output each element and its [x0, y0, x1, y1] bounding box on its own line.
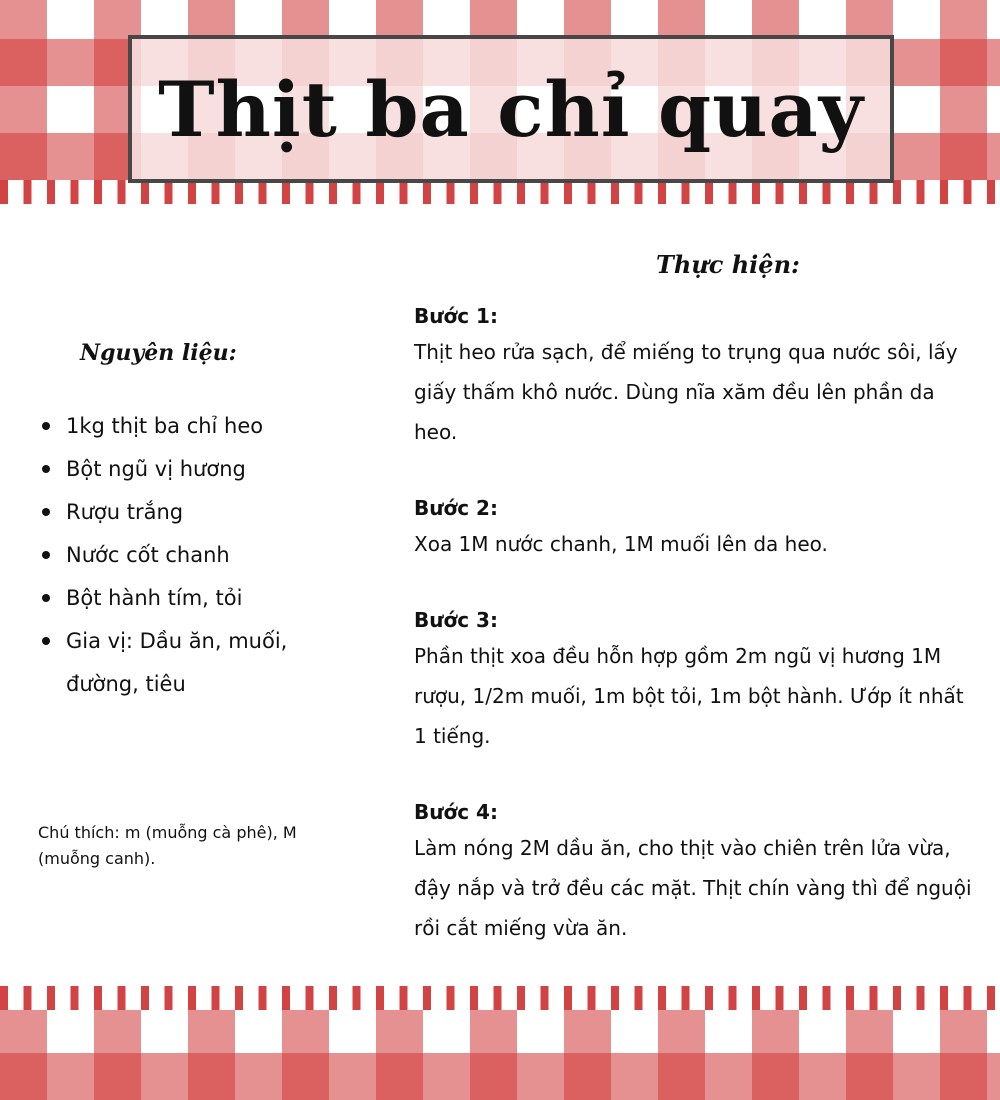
- method-steps: [414, 300, 979, 988]
- step-2: [414, 492, 979, 564]
- ingredient-item: Rượu trắng: [38, 491, 338, 534]
- recipe-title: Thịt ba chỉ quay: [158, 64, 864, 154]
- gingham-footer-pattern: [0, 1010, 1000, 1100]
- measurement-note: Chú thích: m (muỗng cà phê), M (muỗng canh).: [38, 823, 297, 868]
- step-text: Làm nóng 2M dầu ăn, cho thịt vào chiên trên lửa vừa, đậy nắp và trở đều các mặt. Thịt chín vàng thì để nguội rồi cắt miếng vừa ăn.: [414, 836, 972, 940]
- ingredients-heading: Nguyên liệu:: [80, 340, 237, 366]
- step-1: [414, 300, 979, 452]
- ingredient-item: Gia vị: Dầu ăn, muối, đường, tiêu: [38, 620, 338, 706]
- footer-stripe-border: [0, 986, 1000, 1010]
- ingredient-item: Bột hành tím, tỏi: [38, 577, 338, 620]
- method-heading: Thực hiện:: [656, 250, 800, 279]
- step-3: [414, 604, 979, 756]
- header-stripe-border: [0, 180, 1000, 204]
- ingredients-list: [38, 405, 338, 706]
- title-box: [128, 35, 894, 183]
- step-text: Xoa 1M nước chanh, 1M muối lên da heo.: [414, 532, 828, 556]
- step-text: Thịt heo rửa sạch, để miếng to trụng qua nước sôi, lấy giấy thấm khô nước. Dùng nĩa xăm đều lên phần da heo.: [414, 340, 958, 444]
- step-text: Phần thịt xoa đều hỗn hợp gồm 2m ngũ vị hương 1M rượu, 1/2m muối, 1m bột tỏi, 1m bột hành. Ướp ít nhất 1 tiếng.: [414, 644, 964, 748]
- ingredient-item: 1kg thịt ba chỉ heo: [38, 405, 338, 448]
- step-title: Bước 3:: [414, 608, 498, 632]
- ingredient-item: Nước cốt chanh: [38, 534, 338, 577]
- step-title: Bước 2:: [414, 496, 498, 520]
- step-4: [414, 796, 979, 948]
- step-title: Bước 1:: [414, 304, 498, 328]
- ingredient-item: Bột ngũ vị hương: [38, 448, 338, 491]
- step-title: Bước 4:: [414, 800, 498, 824]
